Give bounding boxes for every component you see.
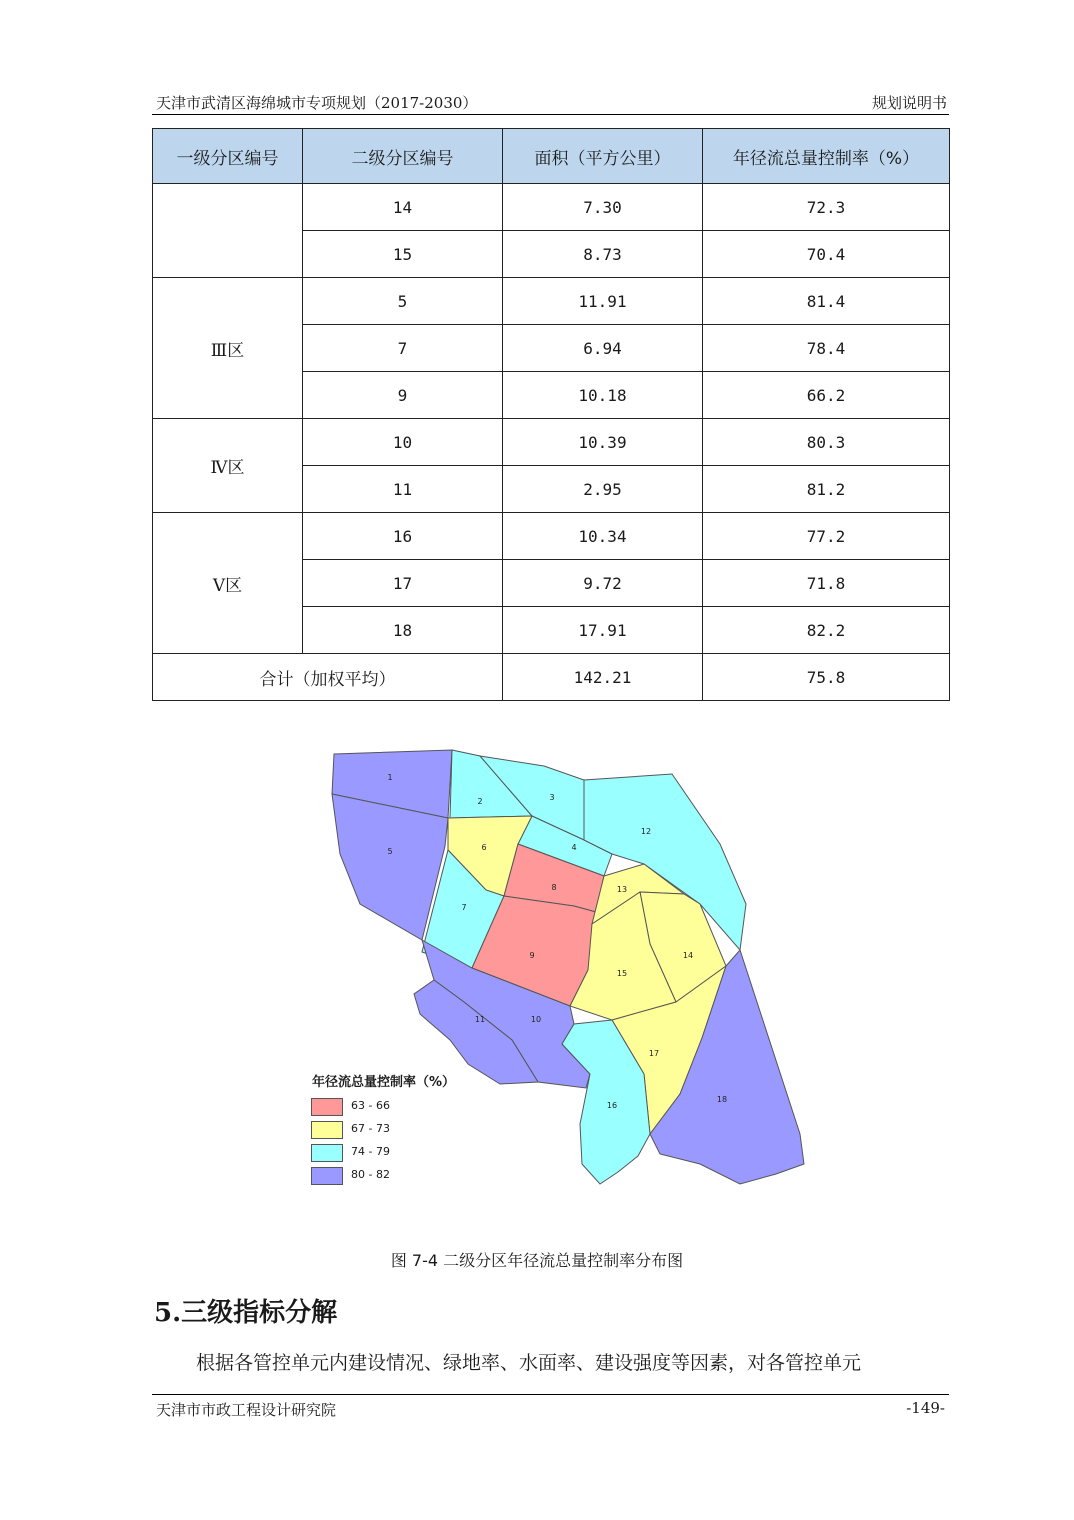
primary-zone-cell: Ⅳ区 [153,419,303,513]
document-type: 规划说明书 [871,94,947,112]
header-area: 面积（平方公里） [503,129,703,184]
table-row [153,513,950,560]
area-cell: 11.91 [503,278,703,325]
subzone-table [152,128,950,701]
rate-cell: 77.2 [703,513,950,560]
rate-cell: 70.4 [703,231,950,278]
area-cell: 8.73 [503,231,703,278]
total-area: 142.21 [503,654,703,701]
area-cell: 9.72 [503,560,703,607]
legend-label: 74 - 79 [351,1145,390,1158]
map-label-3: 3 [549,793,555,802]
map-label-8: 8 [551,883,557,892]
area-cell: 10.39 [503,419,703,466]
map-label-2: 2 [477,797,483,806]
header-primary-zone: 一级分区编号 [153,129,303,184]
page-header [152,92,949,115]
map-label-10: 10 [530,1015,542,1024]
rate-cell: 80.3 [703,419,950,466]
map-label-5: 5 [387,847,393,856]
figure-caption: 图 7-4 二级分区年径流总量控制率分布图 [390,1251,684,1270]
secondary-zone-cell: 17 [303,560,503,607]
rate-cell: 82.2 [703,607,950,654]
map-label-13: 13 [616,885,628,894]
map-label-17: 17 [648,1049,660,1058]
legend-label: 80 - 82 [351,1168,390,1181]
page-number: -149- [906,1399,945,1417]
map-label-11: 11 [474,1015,486,1024]
map-label-12: 12 [640,827,652,836]
page-footer [152,1394,949,1421]
legend-label: 67 - 73 [351,1122,390,1135]
secondary-zone-cell: 10 [303,419,503,466]
map-label-9: 9 [529,951,535,960]
rate-cell: 72.3 [703,184,950,231]
document-title: 天津市武清区海绵城市专项规划（2017-2030） [156,94,478,112]
rate-cell: 78.4 [703,325,950,372]
legend-label: 63 - 66 [351,1099,390,1112]
area-cell: 17.91 [503,607,703,654]
table-row [153,419,950,466]
map-label-4: 4 [571,843,577,852]
map-label-18: 18 [716,1095,728,1104]
secondary-zone-cell: 5 [303,278,503,325]
primary-zone-cell: Ⅲ区 [153,278,303,419]
table-row [153,278,950,325]
map-label-14: 14 [682,951,694,960]
area-cell: 10.34 [503,513,703,560]
secondary-zone-cell: 16 [303,513,503,560]
table-header-row [153,129,950,184]
area-cell: 10.18 [503,372,703,419]
secondary-zone-cell: 18 [303,607,503,654]
map-label-16: 16 [606,1101,618,1110]
legend-swatch [311,1098,343,1116]
organization-name: 天津市市政工程设计研究院 [156,1401,337,1419]
legend-swatch [311,1121,343,1139]
total-rate: 75.8 [703,654,950,701]
secondary-zone-cell: 9 [303,372,503,419]
map-label-6: 6 [481,843,487,852]
area-cell: 2.95 [503,466,703,513]
primary-zone-cell [153,184,303,278]
map-label-1: 1 [387,773,393,782]
table-row [153,184,950,231]
secondary-zone-cell: 11 [303,466,503,513]
rate-cell: 81.2 [703,466,950,513]
header-control-rate: 年径流总量控制率（%） [703,129,950,184]
body-paragraph: 根据各管控单元内建设情况、绿地率、水面率、建设强度等因素，对各管控单元 [196,1352,862,1374]
legend-swatch [311,1144,343,1162]
rate-cell: 81.4 [703,278,950,325]
primary-zone-cell: Ⅴ区 [153,513,303,654]
area-cell: 6.94 [503,325,703,372]
legend-swatch [311,1167,343,1185]
map-label-15: 15 [616,969,628,978]
rate-cell: 71.8 [703,560,950,607]
table-total-row [153,654,950,701]
area-cell: 7.30 [503,184,703,231]
map-label-7: 7 [461,903,467,912]
rate-cell: 66.2 [703,372,950,419]
secondary-zone-cell: 14 [303,184,503,231]
header-secondary-zone: 二级分区编号 [303,129,503,184]
map-legend-title: 年径流总量控制率（%） [312,1075,456,1090]
secondary-zone-cell: 15 [303,231,503,278]
section-heading: 5.三级指标分解 [154,1298,338,1328]
total-label: 合计（加权平均） [153,654,503,701]
secondary-zone-cell: 7 [303,325,503,372]
